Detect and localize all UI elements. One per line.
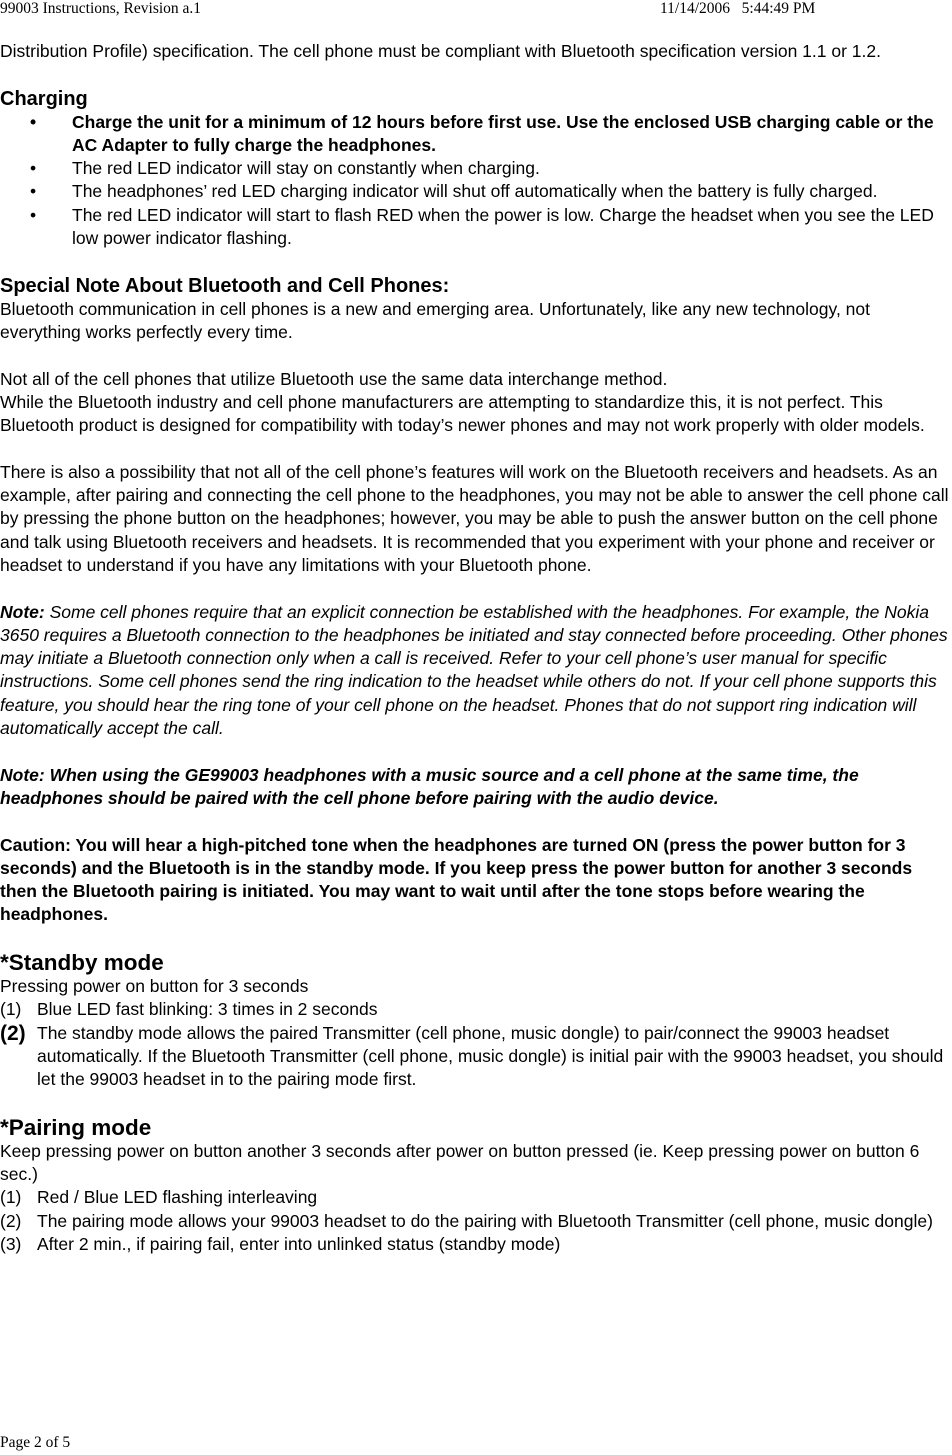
note-label: Note: xyxy=(0,601,45,622)
item-number: (3) xyxy=(0,1233,22,1254)
special-note-paragraph: While the Bluetooth industry and cell phone manufacturers are attempting to standardize this, it is not perfect. This Bluetooth product is designed for compatibility with today’s newer phones and may not work properly with older models. xyxy=(0,391,925,436)
charging-item-text: The red LED indicator will stay on constantly when charging. xyxy=(72,158,540,179)
standby-intro: Pressing power on button for 3 seconds xyxy=(0,975,309,996)
charging-item xyxy=(0,180,950,203)
special-note-paragraph: There is also a possibility that not all of the cell phone’s features will work on the Bluetooth receivers and headsets. As an example, after pairing and connecting the cell phone to the headphones, you may not be able to answer the cell phone call by pressing the phone button on the headphones; however, you may be able to push the answer button on the cell phone and talk using Bluetooth receivers and headsets. It is recommended that you experiment with your phone and receiver or headset to understand if you have any limitations with your Bluetooth phone. xyxy=(0,461,949,575)
caution-paragraph: Caution: You will hear a high-pitched tone when the headphones are turned ON (press the power button for 3 seconds) and the Bluetooth is in the standby mode. If you keep press the power button for another 3 seconds then the Bluetooth pairing is initiated. You may want to wait until after the tone stops before wearing the headphones. xyxy=(0,834,913,925)
special-note-paragraph: Bluetooth communication in cell phones is a new and emerging area. Unfortunately, like any new technology, not everything works perfectly every time. xyxy=(0,298,871,342)
item-number: (1) xyxy=(0,1187,22,1208)
header-doc-title: 99003 Instructions, Revision a.1 xyxy=(0,0,202,17)
charging-item-text: The red LED indicator will start to flash RED when the power is low. Charge the headset when you see the LED low power indicator flashing. xyxy=(72,204,934,249)
standby-list xyxy=(0,998,950,1091)
pairing-item-text: Red / Blue LED flashing interleaving xyxy=(37,1187,318,1208)
pairing-intro: Keep pressing power on button another 3 seconds after power on button pressed (ie. Keep pressing power on button 6 sec.) xyxy=(0,1140,920,1185)
pairing-item xyxy=(0,1233,950,1256)
charging-item xyxy=(0,111,950,158)
standby-item-text: Blue LED fast blinking: 3 times in 2 seconds xyxy=(37,999,378,1020)
pairing-item-text: The pairing mode allows your 99003 headset to do the pairing with Bluetooth Transmitter (cell phone, music dongle) xyxy=(37,1210,933,1231)
note-paragraph xyxy=(0,601,950,741)
charging-list xyxy=(0,111,950,251)
standby-item xyxy=(0,998,950,1021)
pairing-item-text: After 2 min., if pairing fail, enter into unlinked status (standby mode) xyxy=(37,1233,561,1254)
charging-item-text: Charge the unit for a minimum of 12 hours before first use. Use the enclosed USB charging cable or the AC Adapter to fully charge the headphones. xyxy=(72,111,934,155)
bullet-marker: • xyxy=(30,111,37,132)
standby-item xyxy=(0,1022,950,1092)
pairing-heading: *Pairing mode xyxy=(0,1114,152,1140)
charging-item-text: The headphones’ red LED charging indicator will shut off automatically when the battery is fully charged. xyxy=(72,181,878,202)
standby-item-text: The standby mode allows the paired Transmitter (cell phone, music dongle) to pair/connect the 99003 headset automatically. If the Bluetooth Transmitter (cell phone, music dongle) is initial pair with the 99003 headset, you should let the 99003 headset in to the pairing mode first. xyxy=(37,1022,944,1090)
charging-item xyxy=(0,204,950,251)
intro-paragraph: Distribution Profile) specification. The cell phone must be compliant with Bluetooth specification version 1.1 or 1.2. xyxy=(0,41,881,61)
pairing-order-note: Note: When using the GE99003 headphones with a music source and a cell phone at the same time, the headphones should be paired with the cell phone before pairing with the audio device. xyxy=(0,764,859,808)
footer-page-number: Page 2 of 5 xyxy=(0,1434,71,1451)
bullet-marker: • xyxy=(30,158,37,179)
pairing-item xyxy=(0,1186,950,1209)
item-number: (2) xyxy=(0,1021,26,1045)
standby-heading: *Standby mode xyxy=(0,949,164,975)
item-number: (2) xyxy=(0,1210,22,1231)
pairing-list xyxy=(0,1186,950,1256)
header-datetime: 11/14/2006 5:44:49 PM xyxy=(660,0,816,17)
charging-item xyxy=(0,157,950,180)
note-text: Some cell phones require that an explicit connection be established with the headphones. For example, the Nokia 3650 requires a Bluetooth connection to the headphones be initiated and stay connected before proceeding. Other phones may initiate a Bluetooth connection only when a call is received. Refer to your cell phone’s user manual for specific instructions. Some cell phones send the ring indication to the headset while others do not. If your cell phone supports this feature, you should hear the ring tone of your cell phone on the headset. Phones that do not support ring indication will automatically accept the call. xyxy=(0,601,948,739)
bullet-marker: • xyxy=(30,204,37,225)
charging-heading: Charging xyxy=(0,87,88,110)
bullet-marker: • xyxy=(30,181,37,202)
special-note-paragraph: Not all of the cell phones that utilize Bluetooth use the same data interchange method. xyxy=(0,368,668,389)
pairing-item xyxy=(0,1210,950,1233)
special-note-heading: Special Note About Bluetooth and Cell Phones: xyxy=(0,274,450,297)
item-number: (1) xyxy=(0,999,22,1020)
document-body xyxy=(0,40,950,1256)
